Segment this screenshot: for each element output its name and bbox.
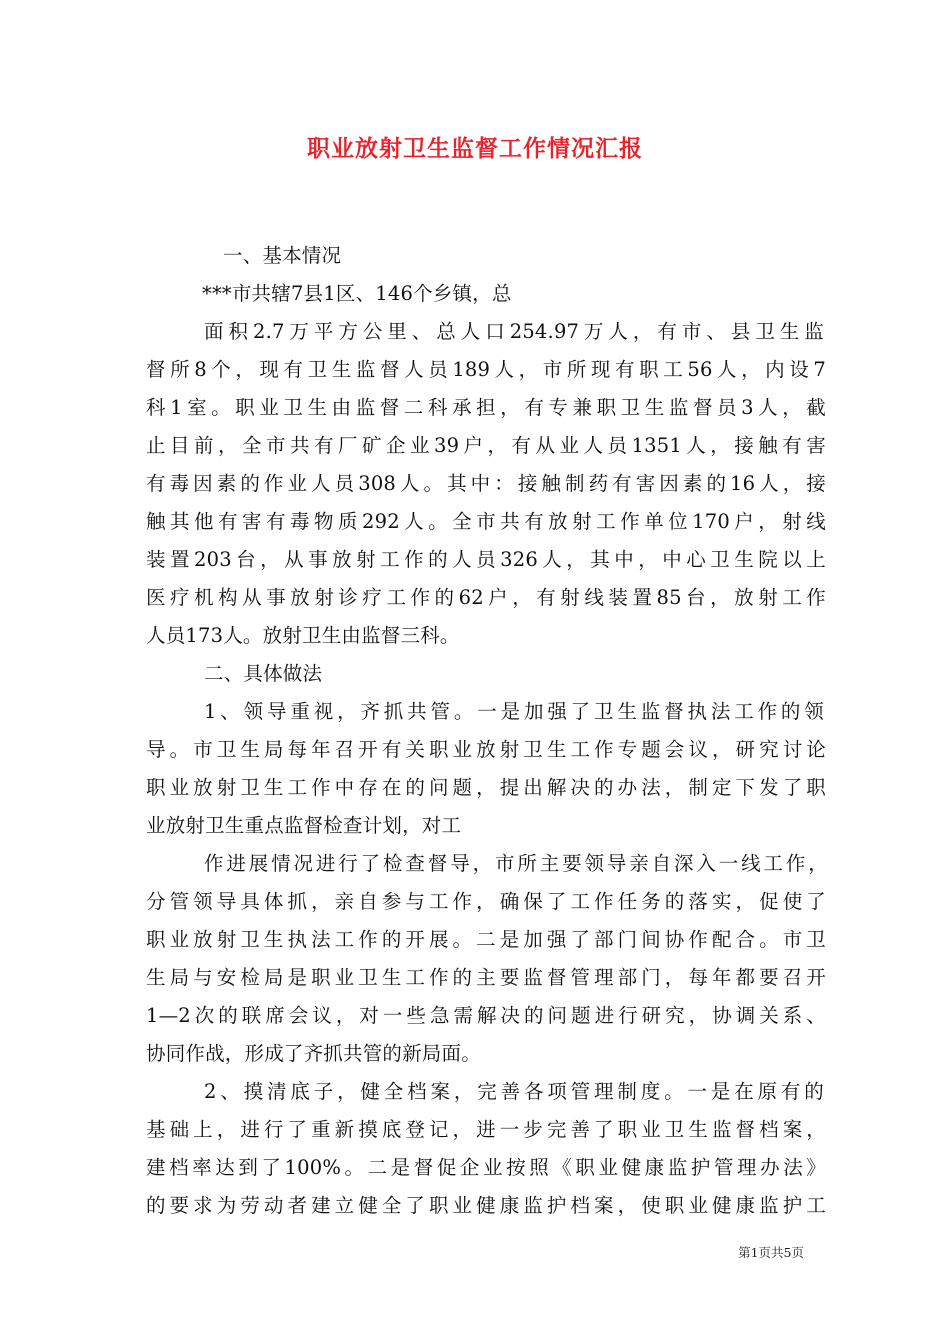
paragraph-line: 医疗机构从事放射诊疗工作的62户，有射线装置85台，放射工作 xyxy=(146,586,826,609)
paragraph-line: 科1室。职业卫生由监督二科承担，有专兼职卫生监督员3人，截 xyxy=(146,396,826,419)
paragraph-line: 基础上，进行了重新摸底登记，进一步完善了职业卫生监督档案， xyxy=(146,1118,826,1141)
paragraph-line: 2、摸清底子，健全档案，完善各项管理制度。一是在原有的 xyxy=(204,1080,824,1103)
paragraph-line: ***市共辖7县1区、146个乡镇，总 xyxy=(202,282,512,305)
paragraph-line: 协同作战，形成了齐抓共管的新局面。 xyxy=(146,1042,481,1065)
paragraph-line: 人员173人。放射卫生由监督三科。 xyxy=(146,624,460,647)
paragraph-line: 有毒因素的作业人员308人。其中：接触制药有害因素的16人，接 xyxy=(146,472,826,495)
section-heading: 一、基本情况 xyxy=(223,244,342,267)
paragraph-line: 督所8个，现有卫生监督人员189人，市所现有职工56人，内设7 xyxy=(146,358,826,381)
paragraph-line: 职业放射卫生工作中存在的问题，提出解决的办法，制定下发了职 xyxy=(146,776,826,799)
paragraph-line: 1—2次的联席会议，对一些急需解决的问题进行研究，协调关系、 xyxy=(146,1004,826,1027)
paragraph-line: 的要求为劳动者建立健全了职业健康监护档案，使职业健康监护工 xyxy=(146,1194,826,1217)
paragraph-line: 面积2.7万平方公里、总人口254.97万人，有市、县卫生监 xyxy=(204,320,824,343)
page-number: 第1页共5页 xyxy=(738,1245,804,1260)
section-heading: 二、具体做法 xyxy=(204,662,323,685)
paragraph-line: 职业放射卫生执法工作的开展。二是加强了部门间协作配合。市卫 xyxy=(146,928,826,951)
paragraph-line: 生局与安检局是职业卫生工作的主要监督管理部门，每年都要召开 xyxy=(146,966,826,989)
paragraph-line: 1、领导重视，齐抓共管。一是加强了卫生监督执法工作的领 xyxy=(204,700,824,723)
paragraph-line: 作进展情况进行了检查督导，市所主要领导亲自深入一线工作， xyxy=(204,852,828,875)
paragraph-line: 止目前，全市共有厂矿企业39户，有从业人员1351人，接触有害 xyxy=(146,434,826,457)
paragraph-line: 分管领导具体抓，亲自参与工作，确保了工作任务的落实，促使了 xyxy=(146,890,826,913)
paragraph-line: 业放射卫生重点监督检查计划，对工 xyxy=(146,814,462,837)
document-title: 职业放射卫生监督工作情况汇报 xyxy=(307,135,643,162)
paragraph-line: 触其他有害有毒物质292人。全市共有放射工作单位170户，射线 xyxy=(146,510,826,533)
paragraph-line: 装置203台，从事放射工作的人员326人，其中，中心卫生院以上 xyxy=(146,548,826,571)
paragraph-line: 建档率达到了100%。二是督促企业按照《职业健康监护管理办法》 xyxy=(146,1156,826,1179)
paragraph-line: 导。市卫生局每年召开有关职业放射卫生工作专题会议，研究讨论 xyxy=(146,738,826,761)
